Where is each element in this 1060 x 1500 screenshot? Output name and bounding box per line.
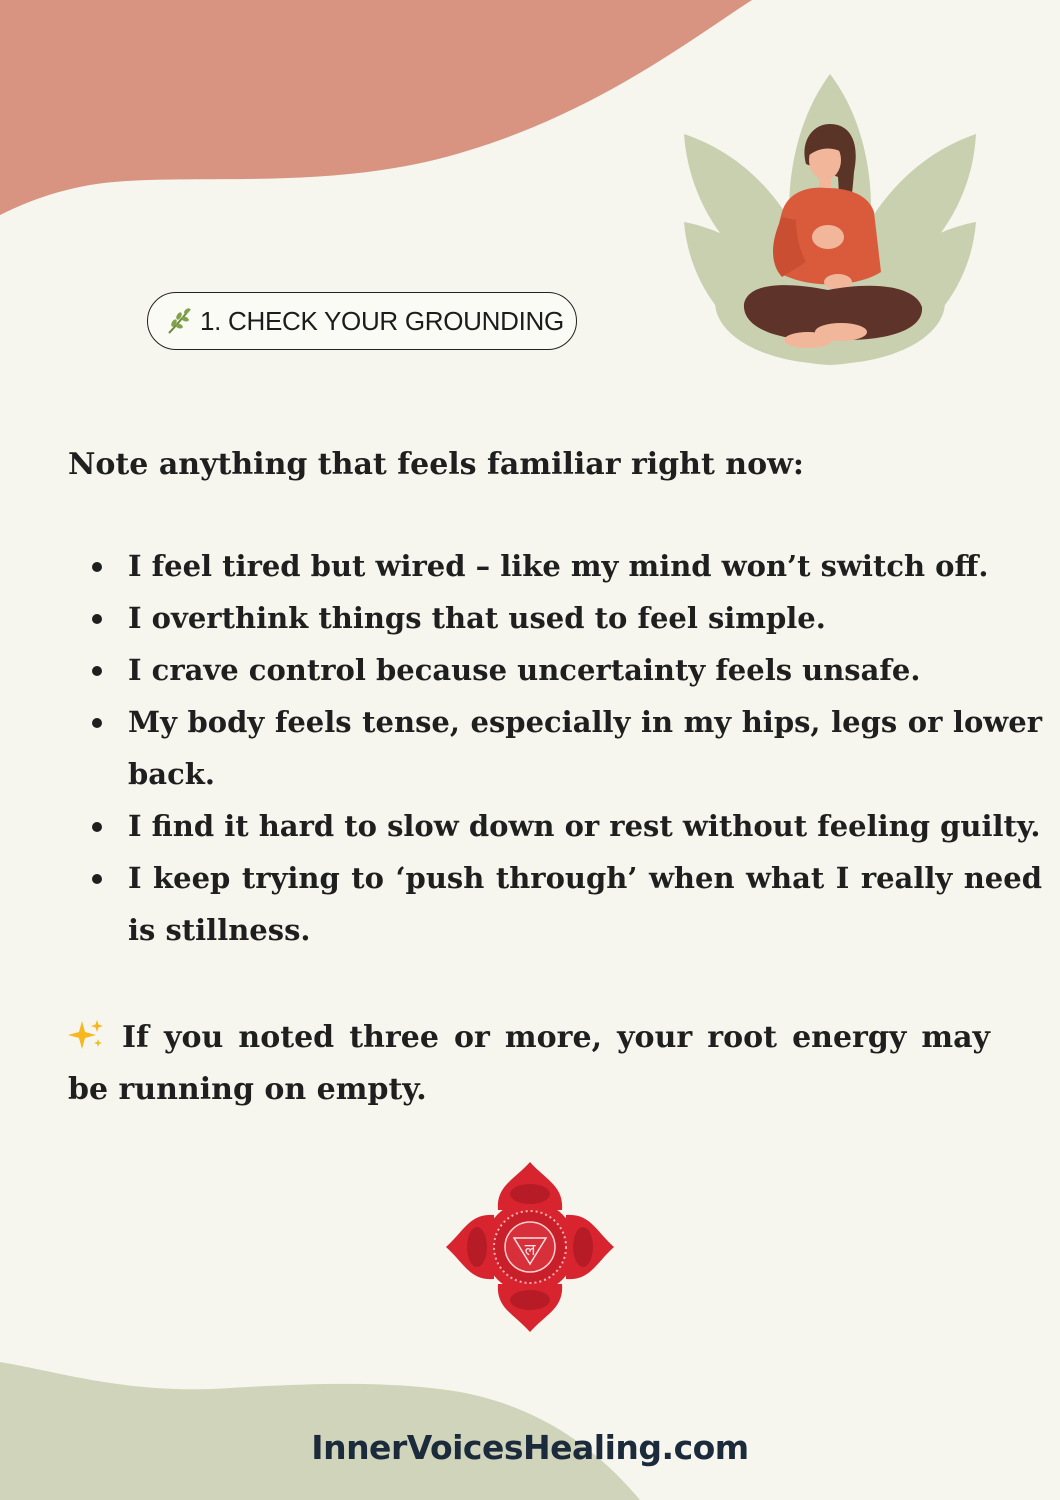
herb-leaf-icon xyxy=(164,306,194,336)
section-badge-label: 1. CHECK YOUR GROUNDING xyxy=(200,305,564,336)
list-item: I overthink things that used to feel simple. xyxy=(120,592,1042,644)
list-item: I keep trying to ‘push through’ when what I really need is stillness. xyxy=(120,852,1042,956)
intro-text: Note anything that feels familiar right now: xyxy=(68,447,804,482)
result-note xyxy=(68,1012,990,1116)
sparkles-icon xyxy=(68,1019,104,1051)
list-item: I crave control because uncertainty feels unsafe. xyxy=(120,644,1042,696)
chakra-glyph: ल xyxy=(524,1240,536,1259)
meditating-woman-illustration xyxy=(678,72,983,372)
section-badge xyxy=(147,292,577,350)
list-item: My body feels tense, especially in my hips, legs or lower back. xyxy=(120,696,1042,800)
root-chakra-icon xyxy=(446,1162,614,1332)
result-note-text: If you noted three or more, your root energy may be running on empty. xyxy=(68,1020,990,1107)
top-wave-shape xyxy=(0,0,752,215)
checklist xyxy=(68,540,1042,956)
site-footer: InnerVoicesHealing.com xyxy=(311,1428,749,1467)
list-item: I find it hard to slow down or rest without feeling guilty. xyxy=(120,800,1042,852)
list-item: I feel tired but wired – like my mind won’t switch off. xyxy=(120,540,1042,592)
